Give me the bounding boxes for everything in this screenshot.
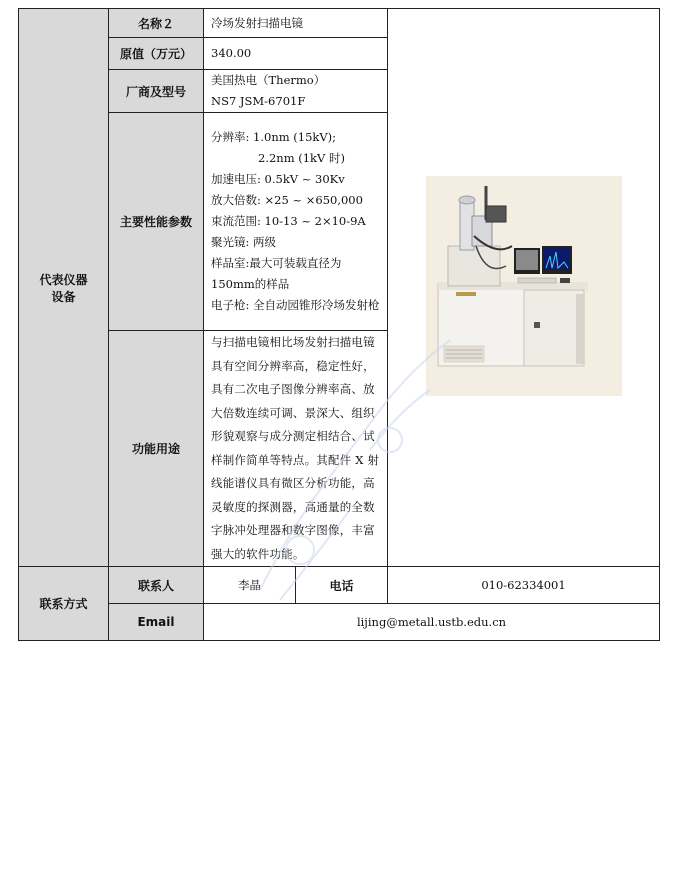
equipment-section-label <box>19 9 109 567</box>
spec-magnification: 放大倍数: ×25 ~ ×650,000 <box>211 193 363 207</box>
maker-value <box>204 70 388 113</box>
spec-resolution-low-kv: 2.2nm (1kV 时) <box>258 151 345 165</box>
contact-person-value: 李晶 <box>204 567 296 604</box>
specs-label: 主要性能参数 <box>109 113 204 331</box>
email-value: lijing@metall.ustb.edu.cn <box>204 604 660 641</box>
maker-label: 厂商及型号 <box>109 70 204 113</box>
function-value: 与扫描电镜相比场发射扫描电镜具有空间分辨率高，稳定性好，具有二次电子图像分辨率高、放大倍数连续可调、景深大、组织形貌观察与成分测定相结合、试样制作简单等特点。其配件 X 射线能谱仪具有微区分析功能，高灵敏度的探测器，高通量的全数字脉冲处理器和数字图像，丰富强大的软件功能。 <box>204 331 388 567</box>
photo-cell <box>388 9 660 567</box>
price-value: 340.00 <box>204 38 388 70</box>
maker-line2: NS7 JSM-6701F <box>211 94 306 108</box>
equipment-label-line1: 代表仪器 <box>39 272 88 287</box>
price-label: 原值（万元） <box>109 38 204 70</box>
sem-instrument-photo <box>426 176 622 396</box>
equipment-label-line2: 设备 <box>51 289 76 304</box>
spec-resolution: 分辨率: 1.0nm (15kV); <box>211 130 337 144</box>
contact-section-label: 联系方式 <box>19 567 109 641</box>
contact-person-label: 联系人 <box>109 567 204 604</box>
equipment-sheet <box>18 8 659 641</box>
email-label: Email <box>109 604 204 641</box>
spec-condenser: 聚光镜: 两级 <box>211 235 277 249</box>
maker-line1: 美国热电（Thermo） <box>211 73 326 87</box>
spec-chamber: 样品室:最大可装载直径为150mm的样品 <box>211 256 342 291</box>
equipment-table <box>18 8 660 641</box>
spec-beam-current: 束流范围: 10-13 ~ 2×10-9A <box>211 214 366 228</box>
spec-voltage: 加速电压: 0.5kV ~ 30Kv <box>211 172 345 186</box>
function-label: 功能用途 <box>109 331 204 567</box>
name-value: 冷场发射扫描电镜 <box>204 9 388 38</box>
phone-label: 电话 <box>296 567 388 604</box>
phone-value: 010-62334001 <box>388 567 660 604</box>
spec-gun: 电子枪: 全自动园锥形冷场发射枪 <box>211 298 380 312</box>
sem-instrument-illustration <box>426 176 622 396</box>
name-label: 名称２ <box>109 9 204 38</box>
specs-value <box>204 113 388 331</box>
